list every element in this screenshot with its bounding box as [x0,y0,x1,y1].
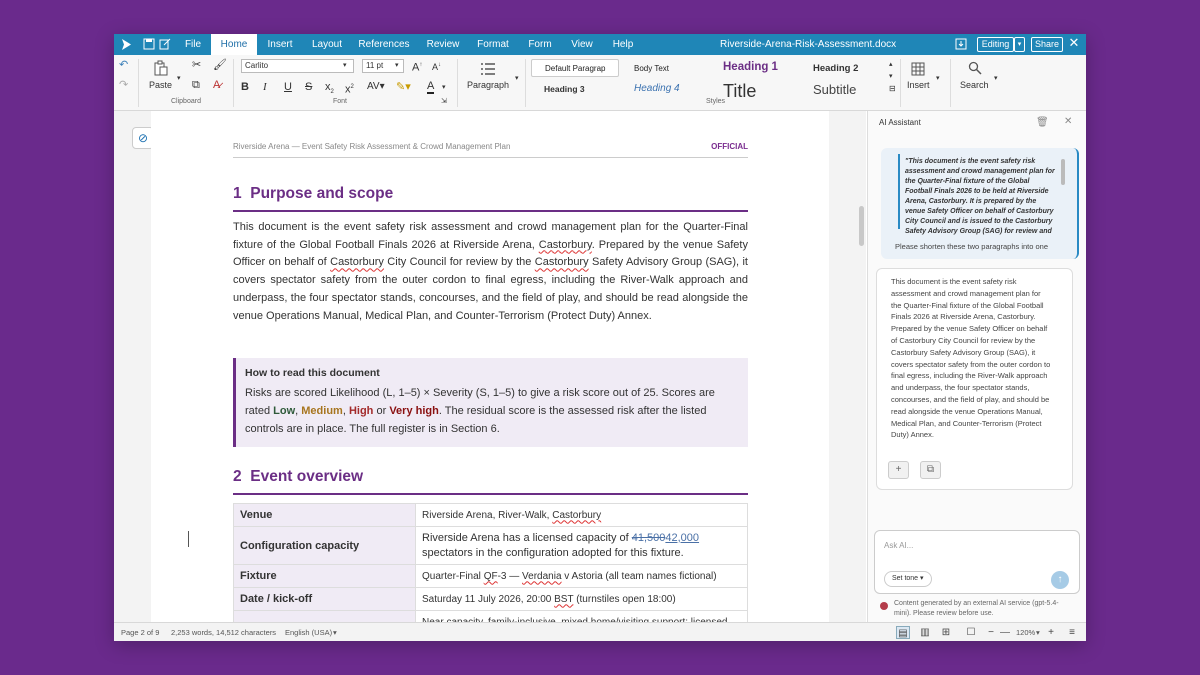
rating-high: High [348,405,374,417]
copy-icon[interactable]: ⧉ [192,79,200,91]
multi-page-view-icon[interactable]: ▥ [920,627,930,638]
language-dropdown-icon[interactable]: ▾ [333,628,337,637]
text-run: -3 — [497,570,523,582]
app-window [114,34,1086,641]
spelling-flag[interactable]: Castorbury [330,256,384,269]
table-value-cell[interactable] [416,565,748,588]
heading-number: 2 [233,468,242,485]
spelling-flag[interactable]: Verdania [522,570,562,582]
document-title: Riverside-Arena-Risk-Assessment.docx [720,39,897,50]
tracked-deletion[interactable]: 41,500 [631,531,666,544]
undo-icon[interactable]: ↶ [119,59,129,71]
rating-very-high: Very high [389,405,439,417]
clipboard-group-label: Clipboard [171,98,201,105]
italic-icon[interactable]: I [263,81,267,93]
ai-response-text: This document is the event safety risk assessment and crowd management plan for the Quarter-Final fixture of the Global Football Finals 2026 at Riverside Arena, Castorbury. Prepared by the venue Safety Officer on behalf of Castorbury City Council for review by the Castorbury Safety Advisory Group (SAG), it covers spectator safety from the outer cordon to final egress, including the River-Walk approach and underpass, the four spectator stands, concourses, and the field of play, and should be read alongside the venue Operations Manual, Medical Plan, and Counter-Terrorism (Protect Duty) Annex. [891,277,1051,440]
table-row [234,527,748,565]
menu-form[interactable]: Form [528,39,552,50]
zoom-slider-track[interactable] [1000,632,1010,633]
table-row [234,588,748,611]
quote-scrollbar[interactable] [1061,159,1065,185]
callout-body [245,384,737,438]
text-run: Risks are scored Likelihood (L, 1–5) × Severity (S, 1–5) to give a risk score out of 25. Scores are rated [245,387,715,417]
title-bar [114,34,1086,55]
menu-file[interactable]: File [184,39,202,50]
paragraph-icon[interactable] [480,62,496,76]
page-header-classification: OFFICIAL [711,142,748,151]
zoom-dropdown-icon[interactable]: ▾ [1036,628,1040,637]
clear-format-icon[interactable]: A̷ [213,79,221,91]
text-run: , [295,405,302,417]
text-run: . Prepared by the venue Safety Officer on behalf of [233,238,748,269]
font-size-select[interactable]: 11 pt [362,59,404,73]
ai-panel-title: AI Assistant [879,118,921,127]
strikethrough-icon[interactable]: S [305,81,313,93]
subscript-icon[interactable]: $x_2$ [325,81,334,96]
chevron-down-icon: ▾ [920,575,924,582]
send-icon[interactable]: ↑ [1051,571,1069,589]
text-run: Saturday 11 July 2026, 20:00 [422,593,555,605]
redo-icon[interactable]: ↷ [119,79,129,91]
set-tone-button[interactable] [884,571,932,587]
style-heading-2[interactable]: Heading 2 [813,63,859,74]
document-area[interactable] [114,111,866,622]
user-message [881,148,1079,259]
table-key-cell[interactable]: Fixture [234,565,416,588]
insert-response-button[interactable]: + [888,461,909,479]
font-color-dropdown-icon[interactable]: ▾ [442,84,446,91]
text-run: or [373,405,390,417]
spelling-flag[interactable]: Castorbury [534,256,589,269]
text-run: , [342,405,349,417]
close-panel-icon[interactable]: ✕ [1064,116,1073,127]
text-cursor [188,531,189,547]
table-value-cell[interactable] [416,504,748,527]
menu-review[interactable]: Review [426,39,460,50]
header-rule [233,157,748,158]
styles-scroll-up-icon[interactable]: ▴ [889,61,893,68]
font-size-dropdown-icon[interactable]: ▾ [395,62,399,69]
ribbon-divider [457,59,458,107]
table-value-cell[interactable] [416,588,748,611]
page-view-icon[interactable]: ☐ [966,627,976,638]
single-page-view-icon[interactable]: ▤ [896,626,910,639]
ai-input-box[interactable] [874,530,1080,594]
shrink-font-icon[interactable]: A↓ [432,62,442,72]
status-bar [114,622,1086,641]
how-to-read-callout[interactable] [233,358,748,447]
rating-low: Low [273,405,296,417]
user-prompt: Please shorten these two paragraphs into one [895,242,1049,251]
ribbon-divider [950,59,951,107]
text-run: Quarter-Final [422,570,484,582]
format-painter-icon[interactable]: 🖌 [213,59,227,71]
style-default-paragraph-label: Default Paragrap [545,64,606,73]
page-indicator[interactable]: Page 2 of 9 [121,628,160,637]
editing-mode-button[interactable]: Editing [977,37,1014,52]
zoom-in-icon[interactable]: + [1048,627,1054,638]
insert-label[interactable]: Insert [907,80,930,90]
heading-purpose[interactable] [233,185,393,203]
menu-references[interactable]: References [358,39,410,50]
ai-input-placeholder[interactable]: Ask AI... [884,541,914,550]
menu-format[interactable]: Format [477,39,509,50]
tracked-insertion[interactable]: 42,000 [665,531,700,544]
ribbon-divider [900,59,901,107]
vertical-scrollbar[interactable] [859,206,864,246]
copy-response-icon[interactable]: ⧉ [920,461,941,479]
menu-insert[interactable]: Insert [267,39,293,50]
text-run: Riverside Arena has a licensed capacity of [422,531,632,544]
menu-help[interactable]: Help [612,39,634,50]
highlight-icon[interactable]: ✎▾ [396,81,411,93]
editing-dropdown-icon[interactable]: ▾ [1014,37,1025,52]
table-key-cell[interactable]: Date / kick-off [234,588,416,611]
heading-rule [233,493,748,495]
styles-group-label: Styles [706,98,726,105]
app-logo-icon [120,38,133,51]
menu-view[interactable]: View [571,39,593,50]
font-name-dropdown-icon[interactable]: ▾ [343,62,347,69]
style-default-paragraph[interactable] [531,59,619,77]
table-value-cell[interactable] [416,527,748,565]
menu-layout[interactable]: Layout [311,39,343,50]
style-subtitle[interactable]: Subtitle [813,82,857,97]
bold-icon[interactable]: B [241,81,249,93]
paste-label[interactable]: Paste [149,80,173,90]
menu-home[interactable]: Home [211,34,257,55]
character-spacing-icon[interactable]: AV▾ [367,81,385,92]
share-button[interactable]: Share [1031,37,1063,52]
text-run: Safety Advisory Group (SAG), it covers spectator safety from the outer cordon to final egress, including the River-Walk approach and underpass, the four spectator stands, concourses, and the field of play, and should be read alongside the venue Operations Manual, Medical Plan, and Counter-Terrorism (Protect Duty) Annex. [233,256,748,322]
word-count[interactable]: 2,253 words, 14,512 characters [171,628,277,637]
spelling-flag[interactable]: BST [554,593,574,605]
style-title[interactable]: Title [723,81,757,101]
quote-bar [898,154,900,229]
table-key-cell[interactable]: Venue [234,504,416,527]
spelling-flag[interactable]: QF [483,570,498,582]
superscript-icon[interactable]: $x^2$ [345,83,354,96]
zoom-level[interactable]: 120% [1016,628,1036,637]
trash-icon[interactable]: 🗑 [1036,117,1049,128]
spelling-flag[interactable]: Castorbury [552,509,602,521]
spelling-flag[interactable]: Castorbury [538,238,592,251]
ai-response [876,268,1073,490]
styles-more-icon[interactable]: ⊟ [889,84,896,93]
cut-icon[interactable]: ✂ [192,59,202,71]
text-run: spectators in the configuration adopted for this fixture. [422,546,684,559]
style-heading-3[interactable]: Heading 3 [544,84,585,94]
ribbon-divider [525,59,526,107]
menu-icon[interactable]: ≡ [1069,627,1075,638]
ai-assistant-panel [867,111,1086,622]
font-name-select[interactable]: Carlito [241,59,354,73]
paste-icon[interactable] [153,60,169,76]
style-heading-1[interactable]: Heading 1 [723,61,778,73]
heading-text: Event overview [250,468,364,485]
ai-disclaimer: Content generated by an external AI service (gpt-5.4-mini). Please review before use. [894,600,1059,617]
font-color-icon[interactable]: A [427,80,435,92]
paragraph-label[interactable]: Paragraph [467,80,510,90]
heading-rule [233,210,748,212]
edit-icon[interactable] [159,38,171,50]
save-icon[interactable] [143,38,155,50]
quoted-selection: "This document is the event safety risk assessment and crowd management plan for the Quarter-Final fixture of the Global Football Finals 2026 to be held at Riverside Arena, Castorbury. It is prepared by the venue Safety Officer on behalf of Castorbury City Council and is issued to the Castorbury Safety Advisory Group (SAG) for review and [905,158,1055,235]
close-icon[interactable]: ✕ [1068,35,1080,50]
search-dropdown-icon[interactable]: ▾ [994,75,998,82]
search-icon[interactable] [968,61,982,75]
text-run: City Council for review by the [383,256,535,269]
set-tone-label: Set tone [892,575,919,582]
font-dialog-launcher-icon[interactable]: ⇲ [441,98,447,105]
callout-title: How to read this document [245,367,380,379]
event-overview-table[interactable] [233,503,748,634]
style-body-text[interactable]: Body Text [634,64,669,73]
book-view-icon[interactable]: ⊞ [941,627,951,638]
heading-event-overview[interactable] [233,468,363,486]
table-row [234,565,748,588]
ribbon [114,55,1086,111]
text-run: . The residual score is the assessed risk after the listed controls are in place. The full register is in Section 6. [245,405,707,435]
font-group-label: Font [333,98,348,105]
ribbon-divider [138,59,139,107]
navigator-icon[interactable]: ⊘ [132,127,154,149]
paragraph-dropdown-icon[interactable]: ▾ [515,75,519,82]
table-row [234,504,748,527]
zoom-out-icon[interactable]: − [988,627,994,638]
page-header-title: Riverside Arena — Event Safety Risk Assessment & Crowd Management Plan [233,142,511,151]
document-page[interactable] [151,111,829,631]
insert-dropdown-icon[interactable]: ▾ [936,75,940,82]
text-run: Riverside Arena, River-Walk, [422,509,553,521]
search-label[interactable]: Search [960,80,989,90]
underline-icon[interactable]: U [284,81,292,93]
styles-scroll-down-icon[interactable]: ▾ [889,73,893,80]
ai-service-icon [880,602,888,610]
heading-text: Purpose and scope [250,185,394,202]
table-key-cell[interactable]: Configuration capacity [234,527,416,565]
rating-medium: Medium [301,405,343,417]
paste-dropdown-icon[interactable]: ▾ [177,75,181,82]
grow-font-icon[interactable]: A↑ [412,61,423,74]
text-run: This document is the event safety risk assessment and crowd management plan for the Quarter-Final fixture of the Global Football Finals 2026 at Riverside Arena, [233,221,748,251]
text-run: v Astoria (all team names fictional) [561,570,717,582]
heading-number: 1 [233,185,242,202]
language-indicator[interactable]: English (USA) [285,628,333,637]
text-run: (turnstiles open 18:00) [573,593,676,605]
purpose-paragraph[interactable] [233,219,748,325]
import-icon[interactable] [955,38,967,50]
table-insert-icon[interactable] [911,62,925,76]
style-heading-4[interactable]: Heading 4 [634,83,680,94]
ribbon-divider [233,59,234,107]
